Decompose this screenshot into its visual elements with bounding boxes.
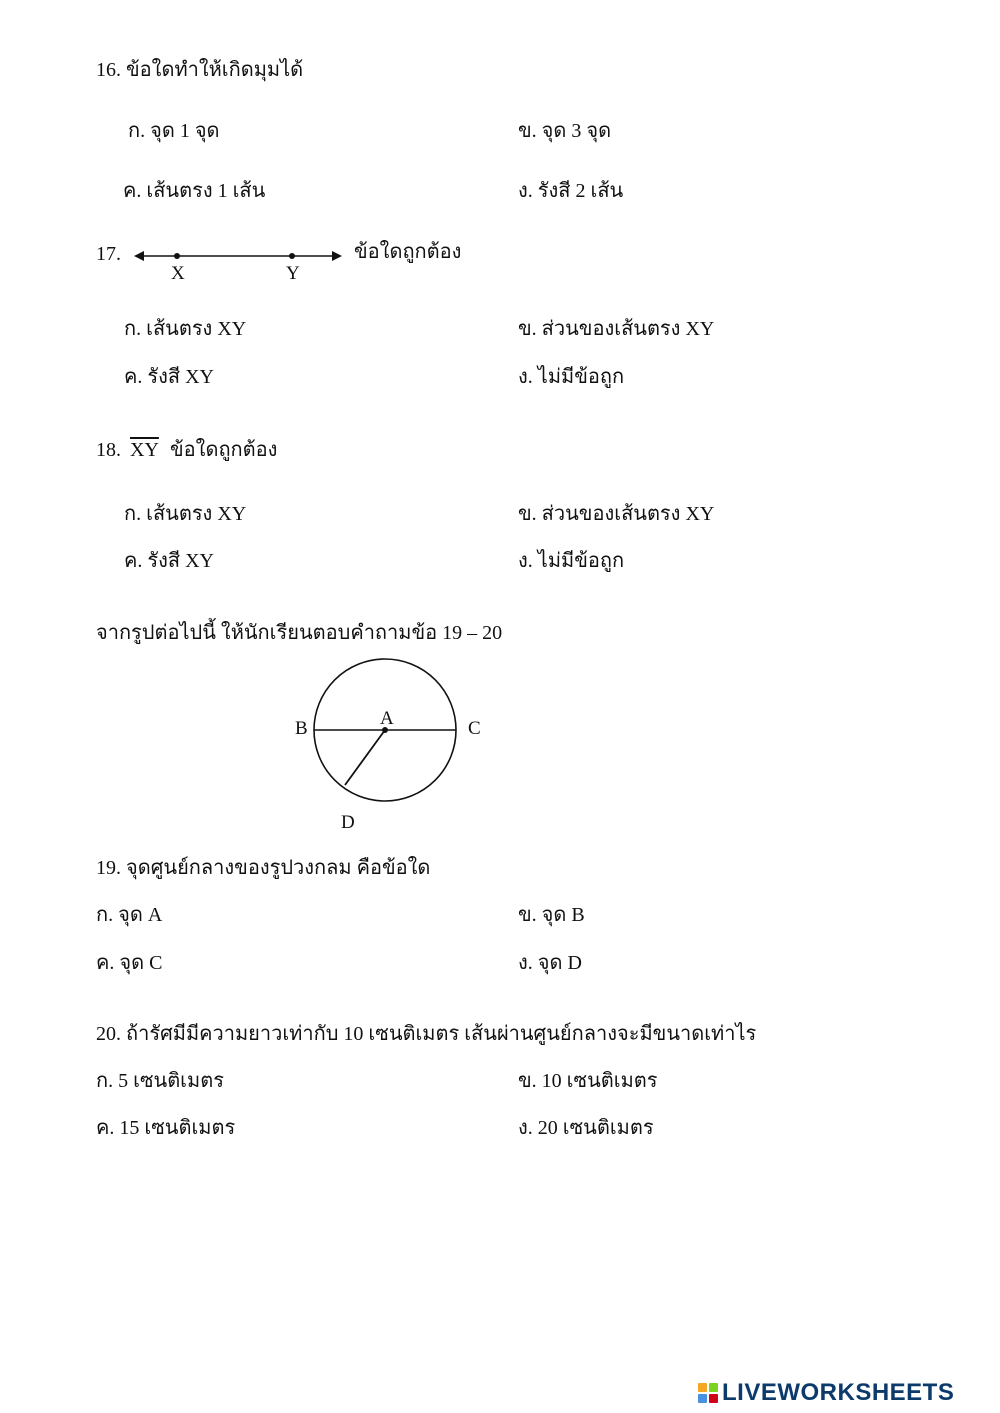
logo-grid-icon [698,1383,718,1403]
right-arrowhead [332,251,342,261]
q19-option-a[interactable]: ก. จุด A [96,904,163,926]
q18-segment-xy: $\overline{XY}$ [130,439,159,461]
q18-number: 18. [96,439,121,461]
q20-option-a[interactable]: ก. 5 เซนติเมตร [96,1070,224,1092]
label-c: C [468,718,481,739]
radius-ad [345,730,385,785]
point-x [174,253,180,259]
liveworksheets-logo[interactable] [698,1380,954,1406]
q16-option-b[interactable]: ข. จุด 3 จุด [518,120,612,142]
label-y: Y [286,263,300,284]
instruction-text: จากรูปต่อไปนี้ ให้นักเรียนตอบคำถามข้อ 19 – 20 [96,622,503,644]
q17-option-c[interactable]: ค. รังสี XY [124,366,214,388]
circle-diagram [280,650,500,840]
q19-option-c[interactable]: ค. จุด C [96,952,163,974]
q17-number: 17. [96,243,121,265]
left-arrowhead [134,251,144,261]
line-xy-diagram [130,240,350,286]
brand-name: LIVEWORKSHEETS [722,1379,955,1406]
q20-option-d[interactable]: ง. 20 เซนติเมตร [518,1117,654,1139]
q17-option-b[interactable]: ข. ส่วนของเส้นตรง XY [518,318,715,340]
point-y [289,253,295,259]
q18-option-a[interactable]: ก. เส้นตรง XY [124,503,247,525]
label-a: A [380,708,394,729]
label-b: B [295,718,308,739]
q18-option-c[interactable]: ค. รังสี XY [124,550,214,572]
label-d: D [341,812,355,833]
q17-option-a[interactable]: ก. เส้นตรง XY [124,318,247,340]
q18-option-b[interactable]: ข. ส่วนของเส้นตรง XY [518,503,715,525]
q18-stem: ข้อใดถูกต้อง [170,439,278,461]
q17-option-d[interactable]: ง. ไม่มีข้อถูก [518,366,625,388]
q17-stem: ข้อใดถูกต้อง [354,241,462,263]
q20-option-c[interactable]: ค. 15 เซนติเมตร [96,1117,236,1139]
q20-stem: 20. ถ้ารัศมีมีความยาวเท่ากับ 10 เซนติเมตร เส้นผ่านศูนย์กลางจะมีขนาดเท่าไร [96,1023,757,1045]
q16-option-a[interactable]: ก. จุด 1 จุด [128,120,220,142]
q18-option-d[interactable]: ง. ไม่มีข้อถูก [518,550,625,572]
q19-option-b[interactable]: ข. จุด B [518,904,585,926]
q19-stem: 19. จุดศูนย์กลางของรูปวงกลม คือข้อใด [96,857,431,879]
label-x: X [171,263,185,284]
q19-option-d[interactable]: ง. จุด D [518,952,582,974]
q16-option-d[interactable]: ง. รังสี 2 เส้น [518,180,624,202]
q16-stem: 16. ข้อใดทำให้เกิดมุมได้ [96,59,304,81]
q20-option-b[interactable]: ข. 10 เซนติเมตร [518,1070,658,1092]
q16-option-c[interactable]: ค. เส้นตรง 1 เส้น [123,180,266,202]
